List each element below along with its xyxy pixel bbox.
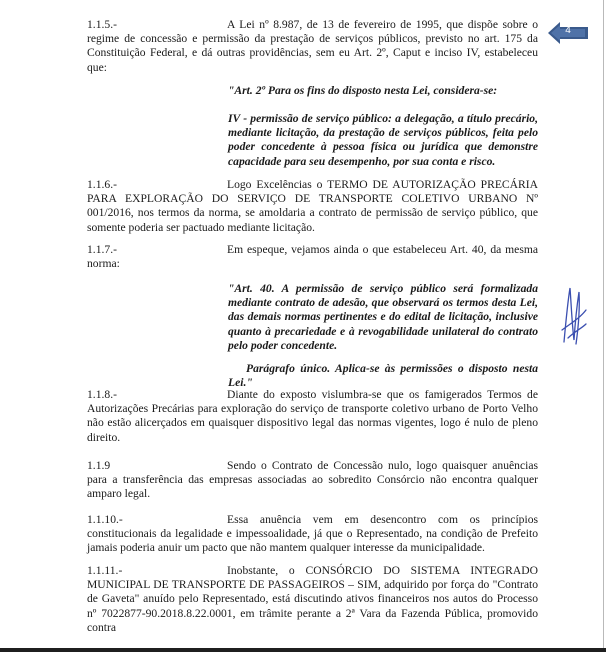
- quote-paragrafo-unico: Parágrafo único. Aplica-se às permissões o disposto nesta Lei.": [228, 362, 538, 390]
- paragraph-number: 1.1.6.-: [87, 178, 117, 191]
- paragraph-1-1-9: [87, 459, 538, 502]
- paragraph-text: Inobstante, o CONSÓRCIO DO SISTEMA INTEGRADO MUNICIPAL DE TRANSPORTE DE PASSAGEIROS – SIM, adquirido por força do "Contrato de Gaveta" anuído pelo Representado, está discutindo ativos financeiros nos autos do Processo nº 7022877-90.2018.8.22.0001, em trâmite perante a 2ª Vara da Fazenda Pública, promovido contra: [87, 564, 538, 634]
- paragraph-number: 1.1.7.-: [87, 243, 117, 256]
- page-number: 4: [565, 25, 571, 36]
- paragraph-text: Sendo o Contrato de Concessão nulo, logo quaisquer anuências para a transferência das empresas associadas ao sobredito Consórcio não encontra qualquer amparo legal.: [87, 459, 538, 501]
- paragraph-text: Logo Excelências o TERMO DE AUTORIZAÇÃO PRECÁRIA PARA EXPLORAÇÃO DO SERVIÇO DE TRANSPORTE COLETIVO URBANO Nº 001/2016, nos termos da norma, se amoldaria a contrato de permissão de serviço público, que somente poderia ser pactuado mediante licitação.: [87, 178, 538, 234]
- paragraph-number: 1.1.11.-: [87, 564, 123, 577]
- paragraph-text: Essa anuência vem em desencontro com os princípios constitucionais da legalidade e impessoalidade, já que o Representado, na condição de Prefeito jamais poderia anuir um pacto que não mantem qualquer interesse da municipalidade.: [87, 513, 538, 555]
- paragraph-text: A Lei nº 8.987, de 13 de fevereiro de 1995, que dispõe sobre o regime de concessão e permissão da prestação de serviços públicos, previsto no art. 175 da Constituição Federal, e dá outras providências, sem eu Art. 2º, Caput e inciso IV, estabeleceu que:: [87, 18, 538, 74]
- quote-art-2: "Art. 2º Para os fins do disposto nesta Lei, considera-se:: [228, 84, 498, 97]
- paragraph-1-1-10: [87, 513, 538, 556]
- quote-inciso-iv: IV - permissão de serviço público: a delegação, a título precário, mediante licitação, da prestação de serviços públicos, feita pelo poder concedente à pessoa física ou jurídica que demonstre capacidade para seu desempenho, por sua conta e risco.: [228, 112, 538, 168]
- bottom-bar: [0, 648, 606, 652]
- paragraph-1-1-7: [87, 243, 538, 271]
- paragraph-1-1-11: [87, 564, 538, 635]
- paragraph-text: Em espeque, vejamos ainda o que estabeleceu Art. 40, da mesma norma:: [87, 243, 538, 271]
- paragraph-number: 1.1.9: [87, 459, 111, 472]
- paragraph-text: Diante do exposto vislumbra-se que os famigerados Termos de Autorizações Precárias para exploração do serviço de transporte coletivo urbano de Porto Velho não estão alicerçados em quaisquer dispositivo legal das normas vigentes, logo é nulo de pleno direito.: [87, 388, 538, 444]
- paragraph-1-1-6: [87, 178, 538, 235]
- page-edge: [603, 0, 604, 648]
- paragraph-1-1-8: [87, 388, 538, 445]
- signature-icon: [556, 280, 590, 350]
- quote-art-40: "Art. 40. A permissão de serviço público será formalizada mediante contrato de adesão, que observará os termos desta Lei, das demais normas pertinentes e do edital de licitação, inclusive quanto à precariedade e à revogabilidade unilateral do contrato pelo poder concedente.: [228, 282, 538, 352]
- paragraph-number: 1.1.5.-: [87, 18, 117, 31]
- paragraph-number: 1.1.10.-: [87, 513, 123, 526]
- paragraph-1-1-5: [87, 18, 538, 75]
- paragraph-number: 1.1.8.-: [87, 388, 117, 401]
